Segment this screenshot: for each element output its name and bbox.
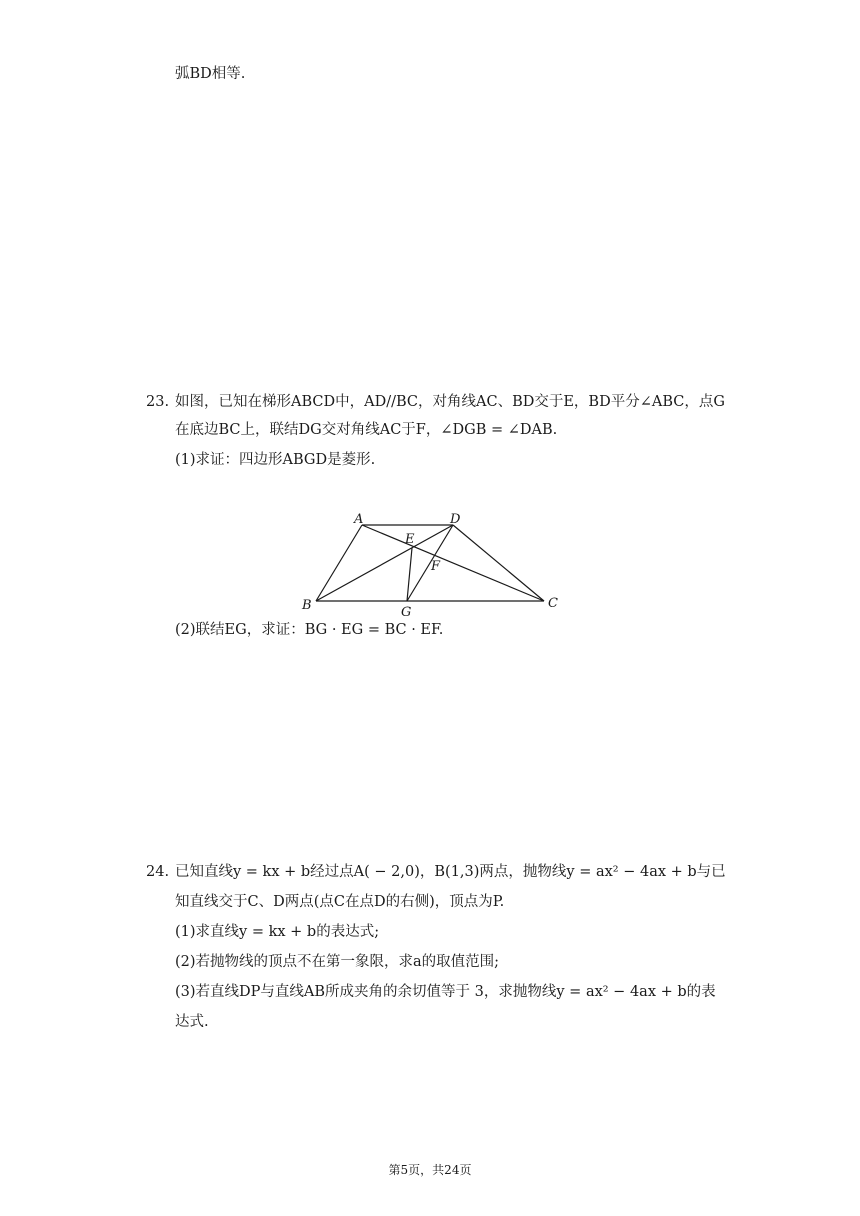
label-E: E: [405, 532, 415, 547]
q23-part2: (2)联结EG，求证：BG · EG = BC · EF.: [175, 622, 444, 638]
seg-DC: [453, 525, 544, 601]
seg-AB: [316, 525, 362, 601]
q24-part2: (2)若抛物线的顶点不在第一象限，求a的取值范围;: [175, 954, 500, 970]
q24-line2: 知直线交于C、D两点(点C在点D的右侧)，顶点为P.: [175, 894, 505, 910]
q24-part1: (1)求直线y = kx + b的表达式;: [175, 924, 380, 940]
label-D: D: [450, 512, 461, 527]
q24-part3: (3)若直线DP与直线AB所成夹角的余切值等于 3，求抛物线y = ax² − 4ax + b的表: [175, 984, 716, 1000]
label-A: A: [354, 512, 364, 527]
q24-number: 24.: [146, 864, 170, 880]
q24-part3-cont: 达式.: [175, 1014, 209, 1030]
q23-part1: (1)求证：四边形ABGD是菱形.: [175, 452, 376, 468]
q23-line2: 在底边BC上，联结DG交对角线AC于F，∠DGB = ∠DAB.: [175, 422, 558, 438]
trapezoid-figure: [296, 508, 566, 620]
seg-AC: [362, 525, 544, 601]
q23-number: 23.: [146, 394, 170, 410]
prev-answer-text: 弧BD相等.: [175, 66, 246, 82]
q23-line1: 如图，已知在梯形ABCD中，AD//BC，对角线AC、BD交于E，BD平分∠ABC，点G: [175, 394, 725, 410]
label-F: F: [431, 559, 441, 574]
label-B: B: [302, 598, 312, 613]
label-G: G: [401, 605, 412, 620]
q24-line1: 已知直线y = kx + b经过点A( − 2,0)，B(1,3)两点，抛物线y = ax² − 4ax + b与已: [175, 864, 726, 880]
page-footer: 第5页，共24页: [388, 1163, 472, 1177]
label-C: C: [548, 596, 558, 611]
